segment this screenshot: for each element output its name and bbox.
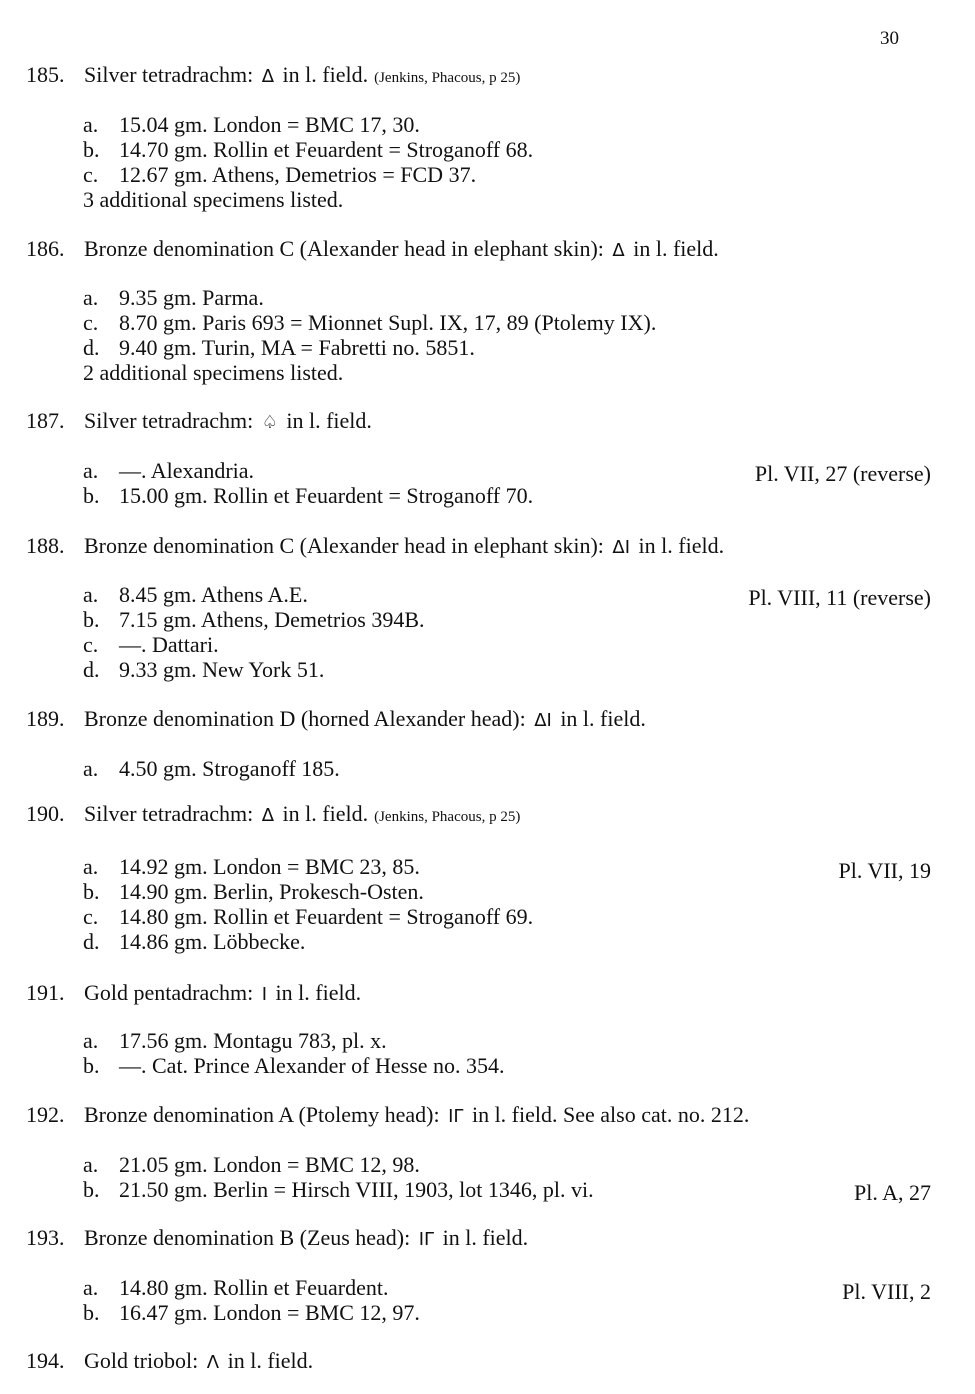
specimen-letter: b. [83, 1177, 100, 1202]
specimen-text: —. Dattari. [119, 632, 219, 657]
specimen-line [83, 285, 656, 310]
specimen-letter: b. [83, 137, 100, 162]
entry-description: Silver tetradrachm: [84, 801, 259, 826]
plate-reference: Pl. VII, 27 (reverse) [754, 461, 931, 486]
specimen-letter: a. [83, 854, 99, 879]
specimen-text: 4.50 gm. Stroganoff 185. [119, 756, 340, 781]
entry-192-specimens [83, 1152, 594, 1202]
field-text: in l. field. [437, 1225, 529, 1250]
entry-description: Gold triobol: [84, 1348, 204, 1373]
field-text: in l. field. [627, 236, 719, 261]
field-text: in l. field. [554, 706, 646, 731]
specimen-letter: d. [83, 929, 100, 954]
specimen-line [83, 335, 656, 360]
specimen-line [83, 483, 533, 508]
field-text: in l. field. [277, 801, 369, 826]
specimen-text: 15.04 gm. London = BMC 17, 30. [119, 112, 420, 137]
specimen-text: 17.56 gm. Montagu 783, pl. x. [119, 1028, 387, 1053]
specimen-text: 9.40 gm. Turin, MA = Fabretti no. 5851. [119, 335, 475, 360]
entry-185-specimens [83, 112, 533, 212]
monogram-symbol: Δ [261, 66, 275, 87]
additional-specimens-note: 3 additional specimens listed. [83, 187, 344, 212]
specimen-text: 21.50 gm. Berlin = Hirsch VIII, 1903, lot 1346, pl. vi. [119, 1177, 594, 1202]
monogram-symbol: I [261, 984, 268, 1005]
specimen-letter: a. [83, 1152, 99, 1177]
specimen-letter: b. [83, 483, 100, 508]
field-text: in l. field. See also cat. no. 212. [466, 1102, 750, 1127]
entry-193-specimens [83, 1275, 420, 1325]
specimen-line [83, 112, 533, 137]
specimen-text: 7.15 gm. Athens, Demetrios 394B. [119, 607, 425, 632]
entry-description: Gold pentadrachm: [84, 980, 259, 1005]
specimen-line [83, 1275, 420, 1300]
specimen-letter: b. [83, 607, 100, 632]
monogram-symbol: ♤ [261, 412, 278, 433]
specimen-letter: a. [83, 285, 99, 310]
specimen-line [83, 1028, 505, 1053]
monogram-symbol: Δ [612, 240, 625, 261]
specimen-text: —. Cat. Prince Alexander of Hesse no. 354. [119, 1053, 505, 1078]
entry-description: Bronze denomination C (Alexander head in elephant skin): [84, 236, 610, 261]
entry-191-heading [26, 980, 361, 1006]
entry-number: 185. [26, 62, 65, 87]
specimen-letter: a. [83, 756, 99, 781]
entry-number: 186. [26, 236, 65, 261]
specimen-line [83, 854, 533, 879]
plate-reference: Pl. A, 27 [853, 1180, 931, 1205]
specimen-text: 16.47 gm. London = BMC 12, 97. [119, 1300, 420, 1325]
monogram-symbol: IΓ [448, 1106, 464, 1127]
field-text: in l. field. [280, 408, 372, 433]
entry-number: 188. [26, 533, 65, 558]
monogram-symbol: ΔI [534, 710, 552, 731]
specimen-letter: a. [83, 112, 99, 137]
entry-190-heading [26, 801, 520, 827]
specimen-letter: b. [83, 879, 100, 904]
specimen-line [83, 1177, 594, 1202]
entry-192-heading [26, 1102, 749, 1128]
entry-187-heading [26, 408, 372, 434]
specimen-letter: b. [83, 1300, 100, 1325]
monogram-symbol: ΔI [612, 537, 631, 558]
specimen-text: —. Alexandria. [119, 458, 255, 483]
specimen-letter: c. [83, 162, 99, 187]
specimen-line [83, 904, 533, 929]
field-text: in l. field. [633, 533, 725, 558]
specimen-letter: a. [83, 582, 99, 607]
specimen-line [83, 582, 425, 607]
specimen-text: 14.70 gm. Rollin et Feuardent = Stroganoff 68. [119, 137, 534, 162]
specimen-line [83, 458, 533, 483]
specimen-line [83, 756, 340, 781]
specimen-line [83, 137, 533, 162]
entry-193-heading [26, 1225, 528, 1251]
specimen-line [83, 879, 533, 904]
field-text: in l. field. [222, 1348, 314, 1373]
specimen-text: 14.92 gm. London = BMC 23, 85. [119, 854, 420, 879]
specimen-letter: d. [83, 657, 100, 682]
specimen-line [83, 1053, 505, 1078]
entry-number: 187. [26, 408, 65, 433]
specimen-line [83, 632, 425, 657]
field-text: in l. field. [270, 980, 362, 1005]
page-number: 30 [880, 28, 899, 49]
entry-185-heading [26, 62, 520, 88]
specimen-text: 12.67 gm. Athens, Demetrios = FCD 37. [119, 162, 477, 187]
entry-description: Bronze denomination C (Alexander head in elephant skin): [84, 533, 610, 558]
monogram-symbol: IΓ [418, 1229, 435, 1250]
specimen-line [83, 607, 425, 632]
field-text: in l. field. [277, 62, 369, 87]
specimen-letter: a. [83, 1275, 99, 1300]
specimen-letter: c. [83, 904, 99, 929]
entry-189-heading [26, 706, 646, 732]
specimen-letter: a. [83, 1028, 99, 1053]
entry-number: 191. [26, 980, 65, 1005]
entry-number: 192. [26, 1102, 65, 1127]
specimen-letter: a. [83, 458, 99, 483]
entry-191-specimens [83, 1028, 505, 1078]
specimen-line [83, 162, 533, 187]
entry-188-specimens [83, 582, 425, 682]
entry-190-specimens [83, 854, 533, 954]
additional-specimens-note: 2 additional specimens listed. [83, 360, 344, 385]
plate-reference: Pl. VIII, 2 [842, 1279, 931, 1304]
specimen-text: 8.70 gm. Paris 693 = Mionnet Supl. IX, 17, 89 (Ptolemy IX). [119, 310, 657, 335]
entry-description: Bronze denomination D (horned Alexander head): [84, 706, 532, 731]
entry-number: 189. [26, 706, 65, 731]
plate-reference: Pl. VIII, 11 (reverse) [748, 585, 931, 610]
entry-description: Silver tetradrachm: [84, 62, 259, 87]
specimen-line [83, 657, 425, 682]
plate-reference: Pl. VII, 19 [838, 858, 931, 883]
specimen-letter: c. [83, 632, 99, 657]
entry-187-specimens [83, 458, 533, 508]
specimen-text: 14.80 gm. Rollin et Feuardent. [119, 1275, 389, 1300]
specimen-letter: c. [83, 310, 99, 335]
reference-note: (Jenkins, Phacous, p 25) [374, 809, 521, 825]
entry-number: 190. [26, 801, 65, 826]
entry-188-heading [26, 533, 724, 559]
specimen-line [83, 310, 656, 335]
reference-note: (Jenkins, Phacous, p 25) [374, 70, 521, 86]
specimen-text: 14.80 gm. Rollin et Feuardent = Stroganoff 69. [119, 904, 534, 929]
specimen-line [83, 1300, 420, 1325]
specimen-letter: d. [83, 335, 100, 360]
entry-description: Bronze denomination A (Ptolemy head): [84, 1102, 446, 1127]
specimen-line [83, 929, 533, 954]
entry-number: 194. [26, 1348, 65, 1373]
specimen-text: 8.45 gm. Athens A.E. [119, 582, 308, 607]
entry-number: 193. [26, 1225, 65, 1250]
specimen-text: 14.86 gm. Löbbecke. [119, 929, 306, 954]
specimen-line [83, 1152, 594, 1177]
entry-189-specimens [83, 756, 340, 781]
entry-description: Bronze denomination B (Zeus head): [84, 1225, 416, 1250]
entry-186-heading [26, 236, 719, 262]
specimen-text: 15.00 gm. Rollin et Feuardent = Stroganoff 70. [119, 483, 534, 508]
entry-186-specimens [83, 285, 656, 385]
entry-194-heading [26, 1348, 313, 1374]
specimen-text: 14.90 gm. Berlin, Prokesch-Osten. [119, 879, 424, 904]
specimen-text: 21.05 gm. London = BMC 12, 98. [119, 1152, 420, 1177]
specimen-letter: b. [83, 1053, 100, 1078]
entry-description: Silver tetradrachm: [84, 408, 259, 433]
monogram-symbol: Λ [206, 1352, 220, 1373]
specimen-text: 9.35 gm. Parma. [119, 285, 264, 310]
specimen-text: 9.33 gm. New York 51. [119, 657, 325, 682]
monogram-symbol: Δ [261, 805, 275, 826]
